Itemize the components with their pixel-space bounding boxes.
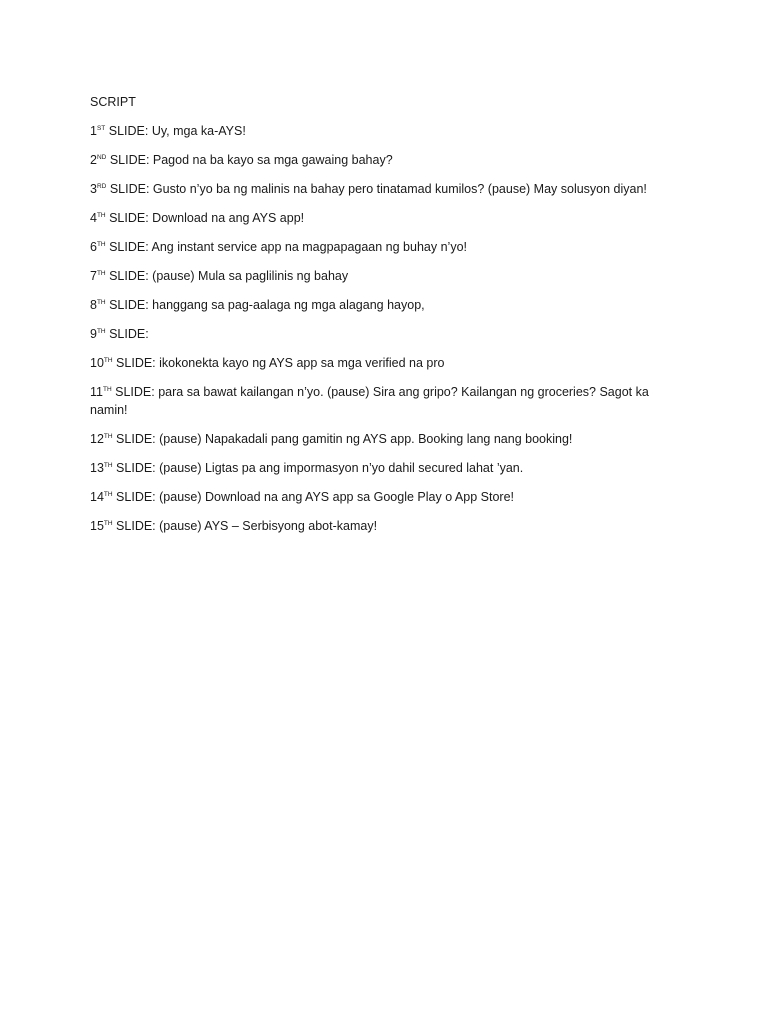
slide-label: SLIDE: <box>112 461 160 475</box>
slide-number: 2 <box>90 153 97 167</box>
slide-ordinal-suffix: TH <box>96 241 106 248</box>
slide-label: SLIDE: <box>106 153 153 167</box>
slide-text: (pause) Ligtas pa ang impormasyon n’yo dahil secured lahat ’yan. <box>159 461 524 475</box>
slide-ordinal-suffix: TH <box>103 520 113 527</box>
slide-label: SLIDE: <box>105 269 153 283</box>
slide-label: SLIDE: <box>105 298 153 312</box>
slide-text: (pause) Mula sa paglilinis ng bahay <box>152 269 349 283</box>
slide-number: 13 <box>90 461 104 475</box>
slide-label: SLIDE: <box>105 240 152 254</box>
slide-label: SLIDE: <box>112 490 160 504</box>
slide-text: para sa bawat kailangan n’yo. (pause) Sira ang gripo? Kailangan ng groceries? Sagot ka namin! <box>90 385 649 417</box>
slide-line-11 <box>90 383 660 419</box>
slide-ordinal-suffix: TH <box>102 386 112 393</box>
slide-text: Gusto n’yo ba ng malinis na bahay pero tinatamad kumilos? (pause) May solusyon diyan! <box>152 182 647 196</box>
slide-text: hanggang sa pag-aalaga ng mga alagang hayop, <box>152 298 425 312</box>
slide-text: (pause) AYS – Serbisyong abot-kamay! <box>159 519 378 533</box>
slide-line-15 <box>90 517 660 535</box>
slide-ordinal-suffix: ST <box>96 125 106 132</box>
slide-line-6 <box>90 238 660 256</box>
slide-line-14 <box>90 488 660 506</box>
slide-line-2 <box>90 151 660 169</box>
document-body <box>90 93 660 546</box>
slide-number: 11 <box>90 385 103 399</box>
slide-ordinal-suffix: RD <box>96 183 107 190</box>
slide-ordinal-suffix: ND <box>96 154 107 161</box>
slide-label: SLIDE: <box>105 124 152 138</box>
slide-ordinal-suffix: TH <box>96 299 106 306</box>
slide-ordinal-suffix: TH <box>96 328 106 335</box>
slide-line-7 <box>90 267 660 285</box>
slide-ordinal-suffix: TH <box>103 433 113 440</box>
slide-number: 4 <box>90 211 97 225</box>
slide-label: SLIDE: <box>106 182 153 196</box>
slide-ordinal-suffix: TH <box>96 270 106 277</box>
slide-number: 3 <box>90 182 97 196</box>
slide-label: SLIDE: <box>112 432 160 446</box>
slide-number: 8 <box>90 298 97 312</box>
slide-label: SLIDE: <box>105 211 153 225</box>
slide-text: Pagod na ba kayo sa mga gawaing bahay? <box>152 153 393 167</box>
slide-number: 15 <box>90 519 104 533</box>
slide-label: SLIDE: <box>105 327 149 341</box>
slide-line-3 <box>90 180 660 198</box>
slide-number: 9 <box>90 327 97 341</box>
slide-text: Ang instant service app na magpapagaan ng buhay n’yo! <box>151 240 467 254</box>
slide-number: 12 <box>90 432 104 446</box>
slide-number: 1 <box>90 124 97 138</box>
slide-number: 7 <box>90 269 97 283</box>
slide-line-1 <box>90 122 660 140</box>
slide-ordinal-suffix: TH <box>103 462 113 469</box>
slide-number: 14 <box>90 490 104 504</box>
document-title: SCRIPT <box>90 95 136 109</box>
slide-number: 10 <box>90 356 104 370</box>
slide-ordinal-suffix: TH <box>96 212 106 219</box>
slide-label: SLIDE: <box>112 356 160 370</box>
slide-text: (pause) Download na ang AYS app sa Google Play o App Store! <box>159 490 514 504</box>
slide-text: Uy, mga ka-AYS! <box>151 124 246 138</box>
slide-line-4 <box>90 209 660 227</box>
slide-text: ikokonekta kayo ng AYS app sa mga verified na pro <box>159 356 445 370</box>
slide-label: SLIDE: <box>112 519 160 533</box>
slide-ordinal-suffix: TH <box>103 491 113 498</box>
slide-line-10 <box>90 354 660 372</box>
slide-line-13 <box>90 459 660 477</box>
slide-label: SLIDE: <box>111 385 159 399</box>
slide-text: Download na ang AYS app! <box>152 211 305 225</box>
slide-ordinal-suffix: TH <box>103 357 113 364</box>
slide-line-12 <box>90 430 660 448</box>
slide-text: (pause) Napakadali pang gamitin ng AYS app. Booking lang nang booking! <box>159 432 573 446</box>
slide-line-8 <box>90 296 660 314</box>
slide-line-9 <box>90 325 660 343</box>
slide-number: 6 <box>90 240 97 254</box>
